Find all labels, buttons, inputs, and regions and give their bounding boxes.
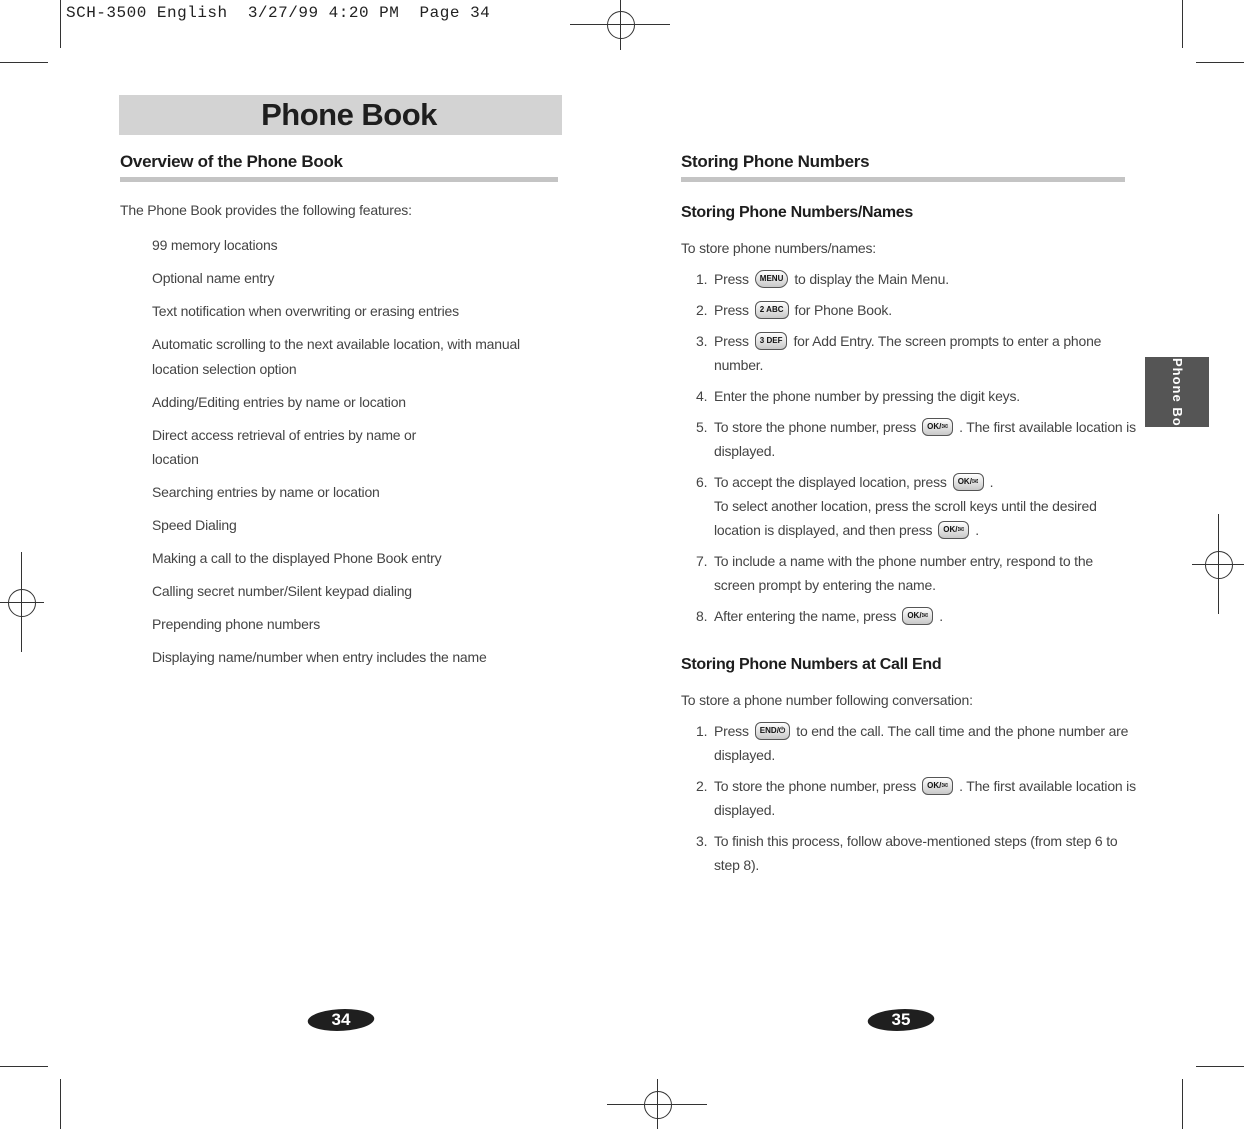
feature-item: Displaying name/number when entry includes the name xyxy=(152,649,487,665)
overview-heading: Overview of the Phone Book xyxy=(120,152,343,171)
page-number-right: 35 xyxy=(891,1010,911,1029)
ok-key-icon: OK/✉ xyxy=(953,473,984,491)
key-2-icon: 2 ABC xyxy=(755,301,789,319)
feature-list xyxy=(152,233,552,678)
storing-rule xyxy=(681,177,1125,182)
ok-key-icon: OK/✉ xyxy=(922,777,953,795)
chapter-title: Phone Book xyxy=(261,97,437,132)
feature-item: Prepending phone numbers xyxy=(152,616,320,632)
step-item: 2. Press 2 ABC for Phone Book. xyxy=(696,302,892,318)
step-item: 2. To store the phone number, press OK/✉ . The first available location is displayed. xyxy=(696,778,1136,818)
sub2-heading: Storing Phone Numbers at Call End xyxy=(681,656,942,673)
feature-item: Optional name entry xyxy=(152,270,275,286)
feature-item: Automatic scrolling to the next available location, with manual location selection option xyxy=(152,336,520,377)
storing-heading: Storing Phone Numbers xyxy=(681,152,870,171)
feature-item: 99 memory locations xyxy=(152,237,278,253)
overview-intro: The Phone Book provides the following features: xyxy=(120,202,412,218)
step-item: 7. To include a name with the phone number entry, respond to the screen prompt by entering the name. xyxy=(696,553,1094,593)
sub2-intro: To store a phone number following conversation: xyxy=(681,692,973,708)
feature-item: Searching entries by name or location xyxy=(152,484,380,500)
feature-item: Making a call to the displayed Phone Book entry xyxy=(152,550,442,566)
feature-item: Calling secret number/Silent keypad dialing xyxy=(152,583,412,599)
overview-rule xyxy=(120,177,558,182)
step-item: 1. Press MENU to display the Main Menu. xyxy=(696,271,949,287)
feature-item: Adding/Editing entries by name or location xyxy=(152,393,406,410)
feature-item: Speed Dialing xyxy=(152,517,237,533)
ok-key-icon: OK/✉ xyxy=(922,418,953,436)
sub1-heading: Storing Phone Numbers/Names xyxy=(681,204,913,221)
step-item: 3. To finish this process, follow above-mentioned steps (from step 6 to step 8). xyxy=(696,833,1118,873)
step-item: 3. Press 3 DEF for Add Entry. The screen prompts to enter a phone number. xyxy=(696,333,1102,373)
ok-key-icon: OK/✉ xyxy=(938,521,969,539)
step-item: 5. To store the phone number, press OK/✉ . The first available location is displayed. xyxy=(696,419,1136,459)
sub1-steps xyxy=(696,267,1136,635)
feature-item: Text notification when overwriting or erasing entries xyxy=(152,303,459,319)
end-key-icon: END/⏻ xyxy=(755,722,790,740)
step-item: 8. After entering the name, press OK/✉ . xyxy=(696,608,943,624)
print-slug: SCH-3500 English 3/27/99 4:20 PM Page 34 xyxy=(66,4,491,22)
sub2-steps xyxy=(696,719,1136,884)
sub1-intro: To store phone numbers/names: xyxy=(681,240,876,256)
menu-key-icon: MENU xyxy=(755,270,789,288)
side-tab-label: Phone Book xyxy=(1170,358,1185,444)
feature-item: Direct access retrieval of entries by name or location xyxy=(152,426,417,467)
step-item: 4. Enter the phone number by pressing the digit keys. xyxy=(696,388,1020,404)
step-item: 1. Press END/⏻ to end the call. The call time and the phone number are displayed. xyxy=(696,723,1129,763)
page-number-left: 34 xyxy=(331,1010,351,1029)
step-item: 6. To accept the displayed location, press OK/✉ . To select another location, press the scroll keys until the desired location is displayed, and then press OK/✉ . xyxy=(696,474,1097,538)
ok-key-icon: OK/✉ xyxy=(902,607,933,625)
key-3-icon: 3 DEF xyxy=(755,332,788,350)
